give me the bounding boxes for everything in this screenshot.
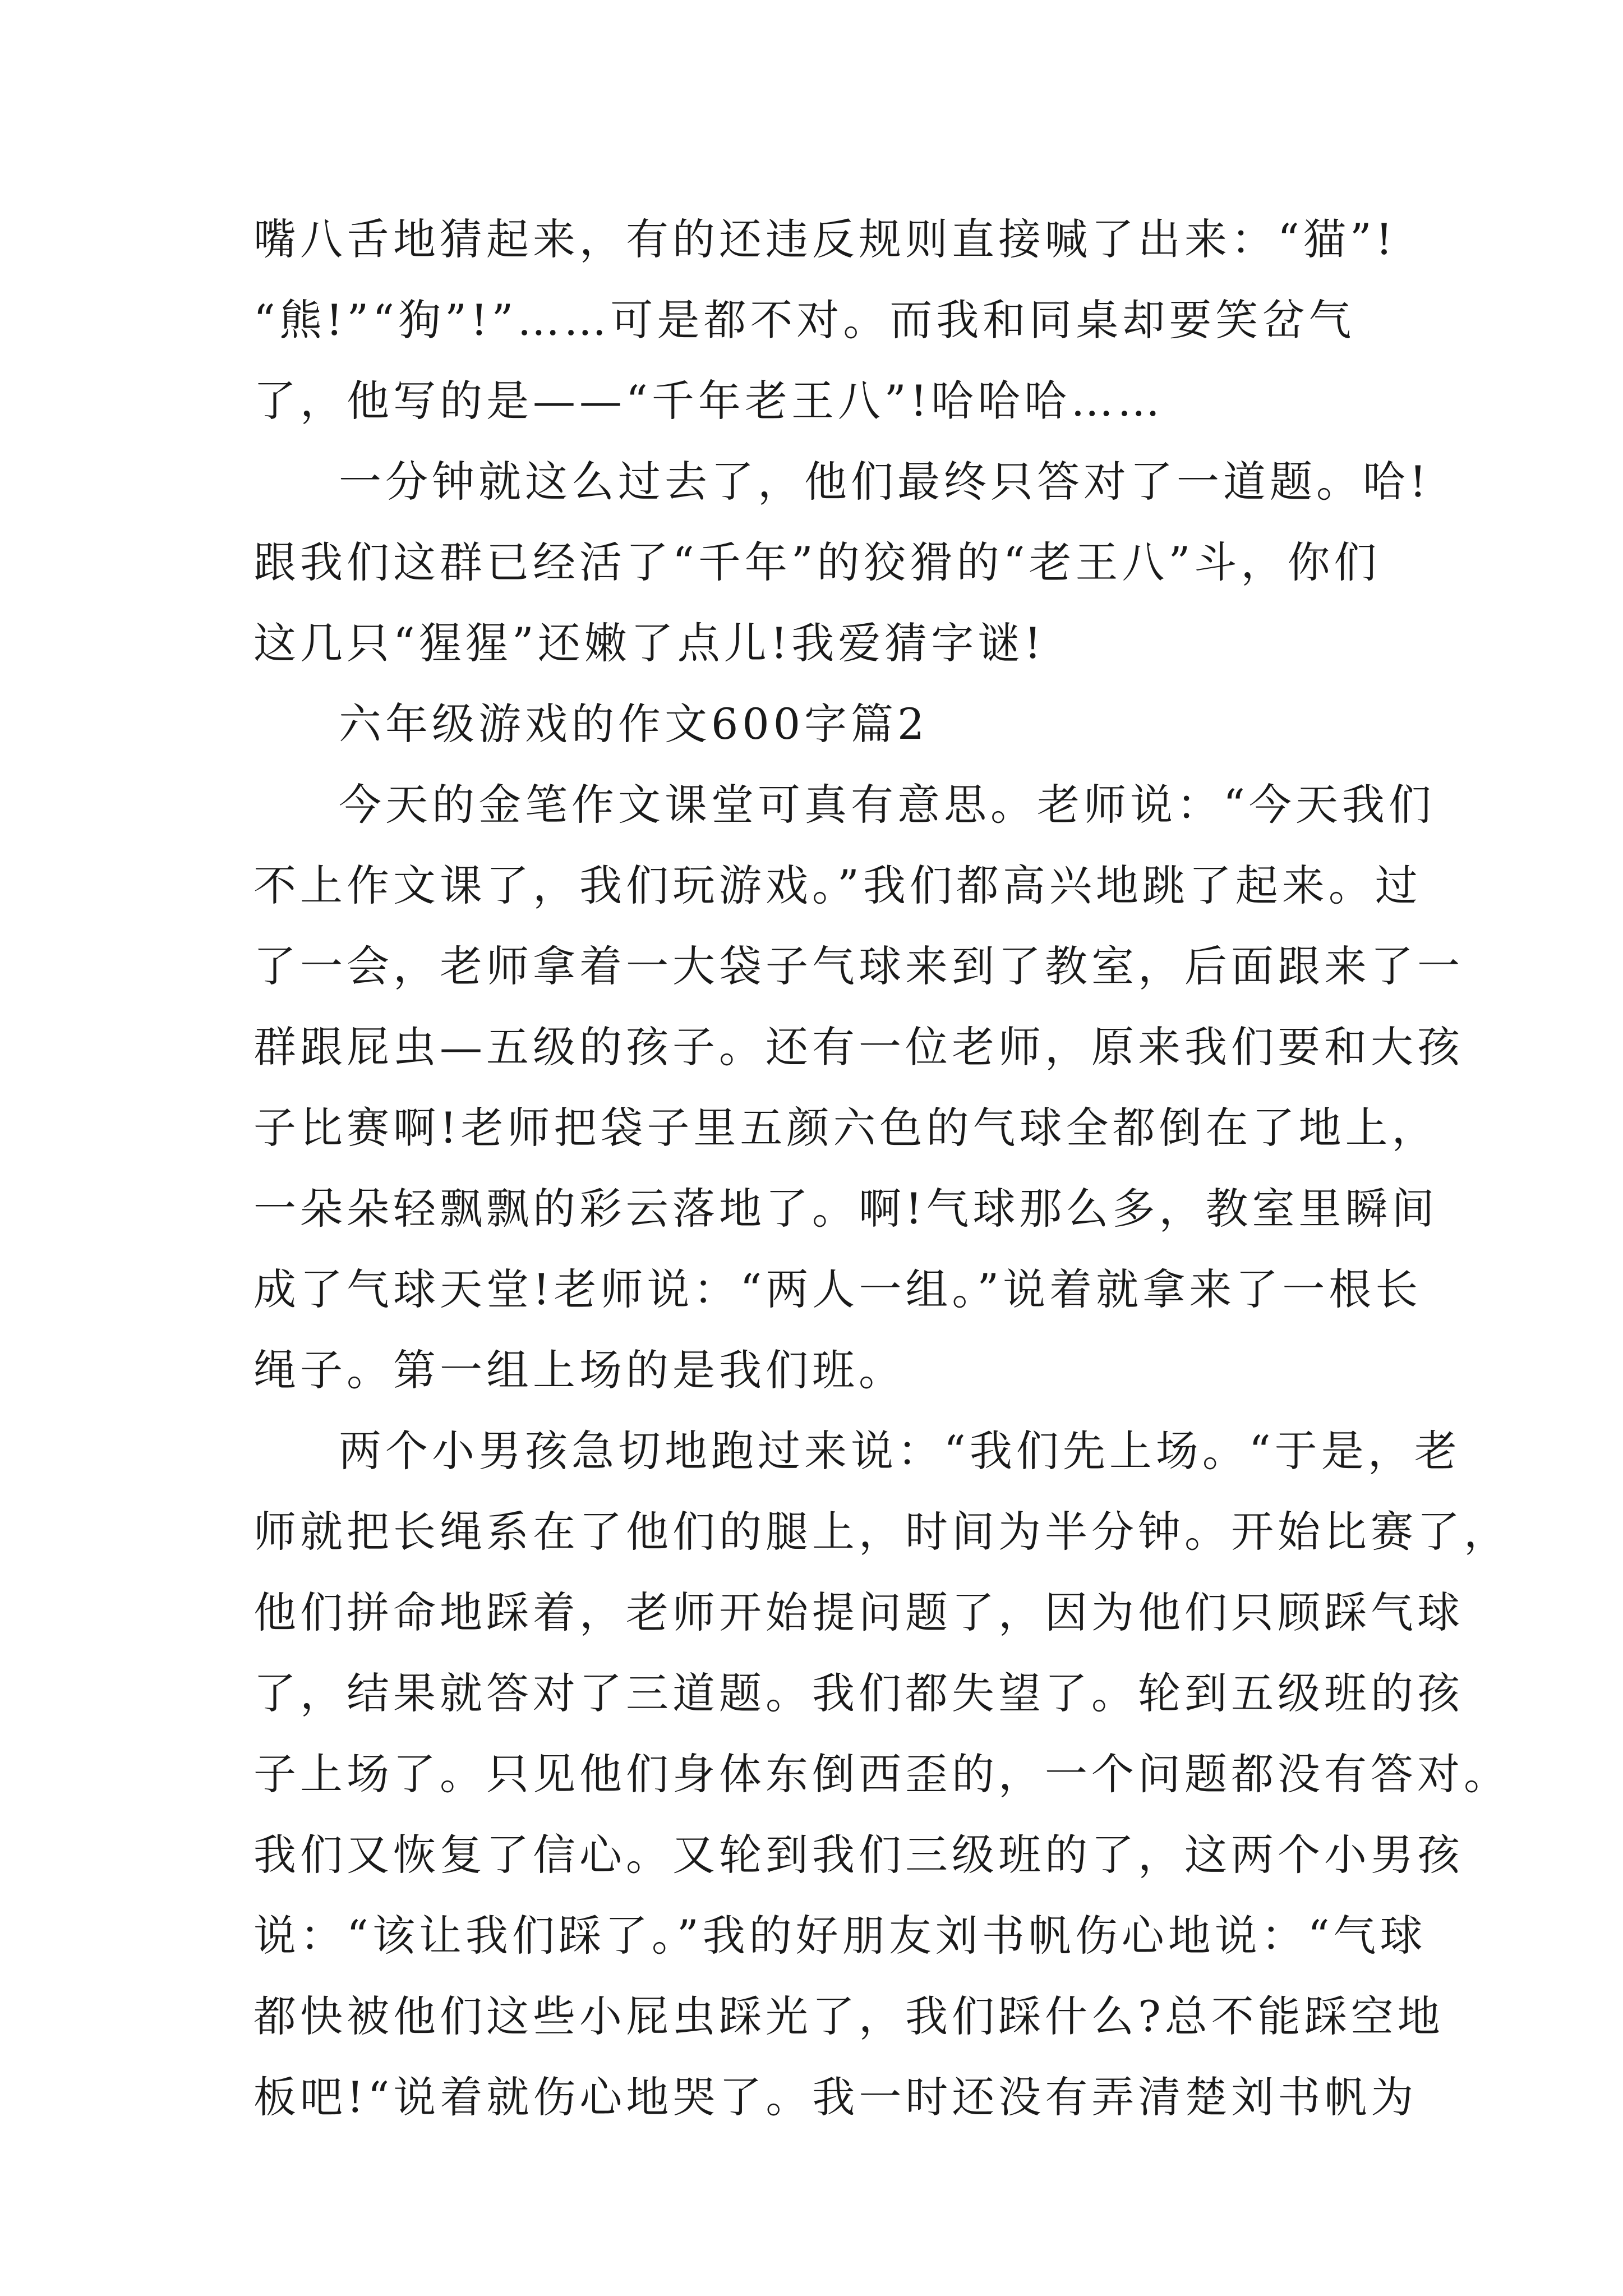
text-line: 成了气球天堂!老师说：“两人一组。”说着就拿来了一根长 [253,1264,1422,1314]
paragraph-first-line: 一分钟就这么过去了，他们最终只答对了一道题。哈! [339,457,1431,507]
text-line: 都快被他们这些小屁虫踩光了，我们踩什么?总不能踩空地 [253,1991,1444,2041]
text-line: 绳子。第一组上场的是我们班。 [253,1345,905,1395]
text-line: 跟我们这群已经活了“千年”的狡猾的“老王八”斗，你们 [253,537,1381,587]
text-line: 师就把长绳系在了他们的腿上，时间为半分钟。开始比赛了， [253,1507,1510,1557]
text-line: “熊!”“狗”!”……可是都不对。而我和同桌却要笑岔气 [253,295,1355,345]
text-line: 了一会，老师拿着一大袋子气球来到了教室，后面跟来了一 [253,941,1464,991]
text-line: 说：“该让我们踩了。”我的好朋友刘书帆伤心地说：“气球 [253,1911,1427,1961]
text-line: 了，结果就答对了三道题。我们都失望了。轮到五级班的孩 [253,1668,1464,1718]
text-line: 不上作文课了，我们玩游戏。”我们都高兴地跳了起来。过 [253,861,1422,910]
text-line: 他们拼命地踩着，老师开始提问题了，因为他们只顾踩气球 [253,1588,1464,1637]
text-line: 我们又恢复了信心。又轮到我们三级班的了，这两个小男孩 [253,1830,1464,1880]
text-line: 了，他写的是——“千年老王八”!哈哈哈…… [253,376,1164,426]
text-line: 这几只“猩猩”还嫩了点儿!我爱猜字谜! [253,618,1045,668]
text-line: 群跟屁虫—五级的孩子。还有一位老师，原来我们要和大孩 [253,1022,1464,1072]
section-heading: 六年级游戏的作文600字篇2 [339,699,929,749]
article-body [253,199,1510,2138]
text-line: 一朵朵轻飘飘的彩云落地了。啊!气球那么多，教室里瞬间 [253,1184,1438,1234]
paragraph-first-line: 今天的金笔作文课堂可真有意思。老师说：“今天我们 [339,780,1435,830]
text-line: 子比赛啊!老师把袋子里五颜六色的气球全都倒在了地上， [253,1103,1438,1153]
text-line: 子上场了。只见他们身体东倒西歪的，一个问题都没有答对。 [253,1749,1510,1799]
paragraph-first-line: 两个小男孩急切地跑过来说：“我们先上场。“于是，老 [339,1426,1461,1476]
text-line: 嘴八舌地猜起来，有的还违反规则直接喊了出来：“猫”! [253,214,1397,264]
text-line: 板吧!“说着就伤心地哭了。我一时还没有弄清楚刘书帆为 [253,2072,1418,2122]
